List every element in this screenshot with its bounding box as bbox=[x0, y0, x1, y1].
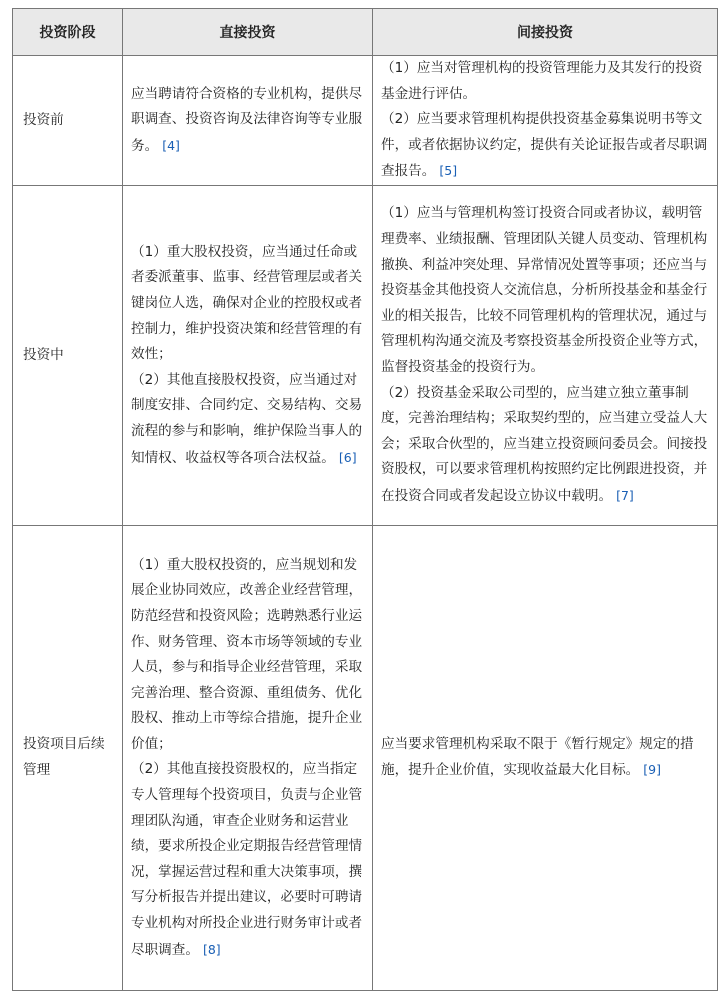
stage-cell: 投资项目后续管理 bbox=[13, 525, 123, 990]
stage-cell: 投资前 bbox=[13, 56, 123, 186]
indirect-cell bbox=[373, 56, 718, 186]
header-direct-investment: 直接投资 bbox=[123, 9, 373, 56]
paragraph: （1）重大股权投资，应当通过任命或者委派董事、监事、经营管理层或者关键岗位人选，确保对企业的控股权或者控制力，维护投资决策和经营管理的有效性； bbox=[131, 243, 363, 363]
direct-cell bbox=[123, 185, 373, 525]
header-stage: 投资阶段 bbox=[13, 9, 123, 56]
paragraph: （1）重大股权投资的，应当规划和发展企业协同效应，改善企业经营管理，防范经营和投资风险；选聘熟悉行业运作、财务管理、资本市场等领域的专业人员，参与和指导企业经营管理，采取完善治理、整合资源、重组债务、优化股权、推动上市等综合措施，提升企业价值； bbox=[131, 556, 363, 752]
indirect-cell bbox=[373, 185, 718, 525]
header-indirect-investment: 间接投资 bbox=[373, 9, 718, 56]
reference-link[interactable]: [7] bbox=[616, 487, 634, 503]
table-row bbox=[13, 56, 718, 186]
reference-link[interactable]: [4] bbox=[162, 137, 180, 153]
investment-stage-table bbox=[12, 8, 718, 991]
direct-cell bbox=[123, 525, 373, 990]
table-row bbox=[13, 525, 718, 990]
paragraph: 应当聘请符合资格的专业机构，提供尽职调查、投资咨询及法律咨询等专业服务。 [4] bbox=[131, 85, 363, 154]
reference-link[interactable]: [8] bbox=[202, 941, 221, 957]
indirect-cell bbox=[373, 525, 718, 990]
paragraph: （1）应当与管理机构签订投资合同或者协议，载明管理费率、业绩报酬、管理团队关键人员变动、管理机构撤换、利益冲突处理、异常情况处置等事项；还应当与投资基金其他投资人交流信息，分析所投基金和基金行业的相关报告，比较不同管理机构的管理状况，通过与管理机构沟通交流及考察投资基金所投资企业等方式，监督投资基金的投资行为。 bbox=[381, 205, 708, 375]
table-row bbox=[13, 185, 718, 525]
paragraph: （2）其他直接股权投资，应当通过对制度安排、合同约定、交易结构、交易流程的参与和影响，维护保险当事人的知情权、收益权等各项合法权益。 [6] bbox=[131, 371, 363, 466]
reference-link[interactable]: [6] bbox=[338, 449, 357, 465]
stage-cell: 投资中 bbox=[13, 185, 123, 525]
table-header-row bbox=[13, 9, 718, 56]
reference-link[interactable]: [5] bbox=[439, 163, 458, 179]
paragraph: （1）应当对管理机构的投资管理能力及其发行的投资基金进行评估。 bbox=[381, 60, 703, 102]
reference-link[interactable]: [9] bbox=[643, 762, 661, 778]
paragraph: （2）投资基金采取公司型的，应当建立独立董事制度，完善治理结构；采取契约型的，应当建立受益人大会；采取合伙型的，应当建立投资顾问委员会。间接投资股权，可以要求管理机构按照约定比例跟进投资，并在投资合同或者发起设立协议中载明。 [7] bbox=[381, 384, 708, 504]
paragraph: （2）其他直接投资股权的，应当指定专人管理每个投资项目，负责与企业管理团队沟通，审查企业财务和运营业绩，要求所投企业定期报告经营管理情况，掌握运营过程和重大决策事项，撰写分析报告并提出建议，必要时可聘请专业机构对所投企业进行财务审计或者尽职调查。 [8] bbox=[131, 761, 363, 958]
paragraph: （2）应当要求管理机构提供投资基金募集说明书等文件，或者依据协议约定，提供有关论证报告或者尽职调查报告。 [5] bbox=[381, 111, 708, 180]
direct-cell bbox=[123, 56, 373, 186]
paragraph: 应当要求管理机构采取不限于《暂行规定》规定的措施，提升企业价值，实现收益最大化目标。 [9] bbox=[381, 735, 694, 779]
